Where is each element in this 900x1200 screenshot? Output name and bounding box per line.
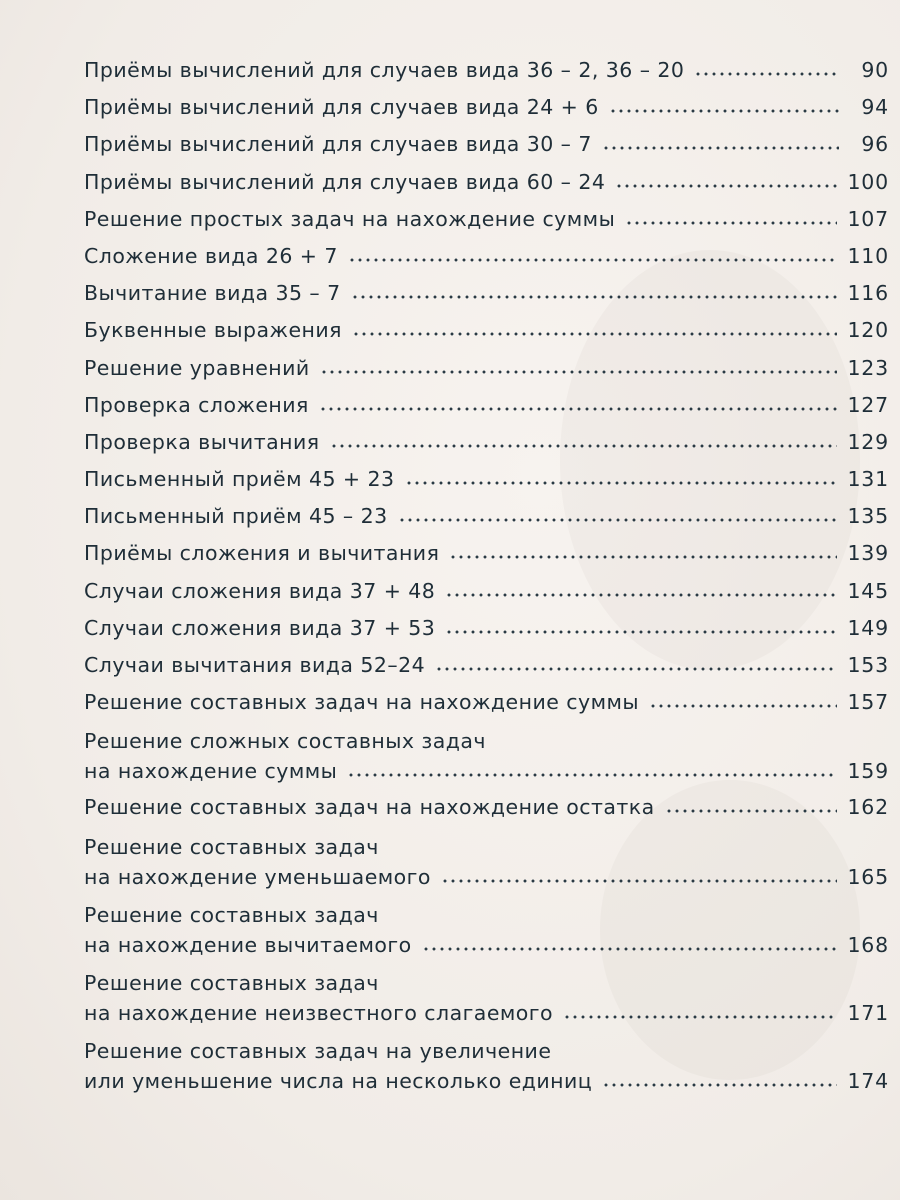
dot-leader bbox=[422, 946, 838, 952]
toc-entry-title: Случаи вычитания вида 52–24 bbox=[84, 653, 426, 677]
toc-entry bbox=[84, 52, 889, 89]
toc-entry bbox=[84, 498, 889, 535]
toc-entry-title: Решение составных задач на увеличение bbox=[84, 1038, 552, 1063]
toc-entry-title: Решение составных задач bbox=[84, 902, 379, 927]
toc-entry-page: 123 bbox=[847, 355, 889, 380]
toc-entry-title: Приёмы вычислений для случаев вида 24 + 6 bbox=[84, 95, 599, 120]
toc-entry-page: 145 bbox=[847, 578, 889, 603]
toc-entry-title: Приёмы сложения и вычитания bbox=[84, 541, 440, 566]
dot-leader bbox=[602, 145, 839, 151]
dot-leader bbox=[405, 480, 838, 486]
toc-entry-title: Проверка вычитания bbox=[84, 429, 320, 454]
toc-entry-title-continued: или уменьшение числа на несколько единиц bbox=[84, 1068, 593, 1093]
toc-entry bbox=[84, 684, 889, 721]
toc-entry-title: Буквенные выражения bbox=[84, 318, 342, 343]
toc-entry bbox=[84, 789, 889, 826]
toc-entry-page: 116 bbox=[847, 281, 889, 306]
toc-entry bbox=[84, 89, 889, 126]
toc-entry-title: Приёмы вычислений для случаев вида 36 – 2, 36 – 20 bbox=[84, 58, 685, 82]
toc-entry bbox=[84, 963, 889, 1031]
toc-entry-page: 129 bbox=[847, 429, 889, 454]
dot-leader bbox=[445, 592, 837, 598]
toc-entry-page: 100 bbox=[847, 169, 889, 194]
toc-entry-title: Случаи сложения вида 37 + 48 bbox=[84, 578, 436, 603]
toc-entry bbox=[84, 424, 889, 461]
toc-entry-title: Письменный приём 45 + 23 bbox=[84, 467, 395, 492]
dot-leader bbox=[449, 554, 837, 560]
toc-entry bbox=[84, 721, 889, 789]
dot-leader bbox=[602, 1082, 837, 1088]
toc-entry-title-continued: на нахождение уменьшаемого bbox=[84, 864, 431, 889]
toc-entry bbox=[84, 647, 889, 684]
toc-entry-title-continued: на нахождение неизвестного слагаемого bbox=[84, 1000, 554, 1025]
toc-entry bbox=[84, 1031, 889, 1099]
dot-leader bbox=[625, 220, 837, 226]
toc-entry bbox=[84, 164, 889, 201]
toc-entry bbox=[84, 312, 889, 349]
toc-entry-title: Решение сложных составных задач bbox=[84, 729, 486, 754]
dot-leader bbox=[609, 108, 839, 114]
toc-entry-page: 168 bbox=[847, 932, 889, 957]
toc-entry-page: 165 bbox=[847, 864, 889, 889]
toc-entry bbox=[84, 126, 889, 163]
toc-entry-title: Решение простых задач на нахождение суммы bbox=[84, 206, 616, 231]
toc-entry bbox=[84, 387, 889, 424]
toc-entry bbox=[84, 573, 889, 610]
toc-entry-title: Решение составных задач bbox=[84, 970, 379, 995]
toc-entry-page: 90 bbox=[861, 58, 889, 82]
toc-entry bbox=[84, 827, 889, 895]
dot-leader bbox=[319, 406, 838, 412]
toc-entry bbox=[84, 201, 889, 238]
toc-entry-title: Случаи сложения вида 37 + 53 bbox=[84, 615, 436, 640]
toc-entry bbox=[84, 238, 889, 275]
table-of-contents bbox=[84, 52, 889, 1099]
dot-leader bbox=[435, 666, 837, 672]
dot-leader bbox=[694, 71, 839, 77]
toc-entry-page: 149 bbox=[847, 615, 889, 640]
dot-leader bbox=[563, 1014, 837, 1020]
toc-entry-title: Решение составных задач bbox=[84, 834, 379, 859]
toc-entry-page: 131 bbox=[847, 467, 889, 492]
toc-entry-page: 159 bbox=[847, 759, 889, 784]
toc-entry-title: Решение составных задач на нахождение суммы bbox=[84, 690, 640, 715]
toc-entry-page: 135 bbox=[847, 504, 889, 529]
toc-entry-title: Решение уравнений bbox=[84, 355, 310, 380]
dot-leader bbox=[351, 294, 838, 300]
dot-leader bbox=[352, 331, 838, 337]
dot-leader bbox=[445, 629, 837, 635]
toc-entry-page: 171 bbox=[847, 1000, 889, 1025]
toc-entry bbox=[84, 350, 889, 387]
toc-entry bbox=[84, 461, 889, 498]
toc-entry-title-continued: на нахождение суммы bbox=[84, 759, 338, 784]
dot-leader bbox=[330, 443, 838, 449]
toc-entry-title: Приёмы вычислений для случаев вида 60 – 24 bbox=[84, 169, 606, 194]
dot-leader bbox=[347, 772, 837, 778]
toc-entry bbox=[84, 610, 889, 647]
dot-leader bbox=[320, 369, 838, 375]
dot-leader bbox=[441, 878, 838, 884]
dot-leader bbox=[348, 257, 838, 263]
toc-entry-title: Сложение вида 26 + 7 bbox=[84, 243, 338, 268]
toc-entry bbox=[84, 535, 889, 572]
toc-entry-title: Вычитание вида 35 – 7 bbox=[84, 281, 341, 306]
toc-entry-page: 174 bbox=[847, 1068, 889, 1093]
dot-leader bbox=[615, 183, 837, 189]
toc-entry-page: 110 bbox=[847, 243, 889, 268]
toc-entry-title: Письменный приём 45 – 23 bbox=[84, 504, 388, 529]
toc-entry-page: 120 bbox=[847, 318, 889, 343]
dot-leader bbox=[665, 808, 838, 814]
dot-leader bbox=[649, 703, 837, 709]
toc-entry-page: 127 bbox=[847, 392, 889, 417]
toc-entry-page: 162 bbox=[847, 795, 889, 820]
toc-entry-page: 96 bbox=[861, 132, 889, 157]
toc-entry-title: Решение составных задач на нахождение остатка bbox=[84, 795, 655, 820]
toc-entry bbox=[84, 895, 889, 963]
dot-leader bbox=[398, 517, 838, 523]
toc-entry-title: Проверка сложения bbox=[84, 392, 309, 417]
toc-entry-page: 107 bbox=[847, 206, 889, 231]
toc-entry-page: 157 bbox=[847, 690, 889, 715]
toc-entry-page: 94 bbox=[861, 95, 889, 120]
toc-entry bbox=[84, 275, 889, 312]
toc-entry-page: 153 bbox=[847, 653, 889, 677]
toc-entry-page: 139 bbox=[847, 541, 889, 566]
toc-entry-title: Приёмы вычислений для случаев вида 30 – 7 bbox=[84, 132, 592, 157]
toc-entry-title-continued: на нахождение вычитаемого bbox=[84, 932, 412, 957]
